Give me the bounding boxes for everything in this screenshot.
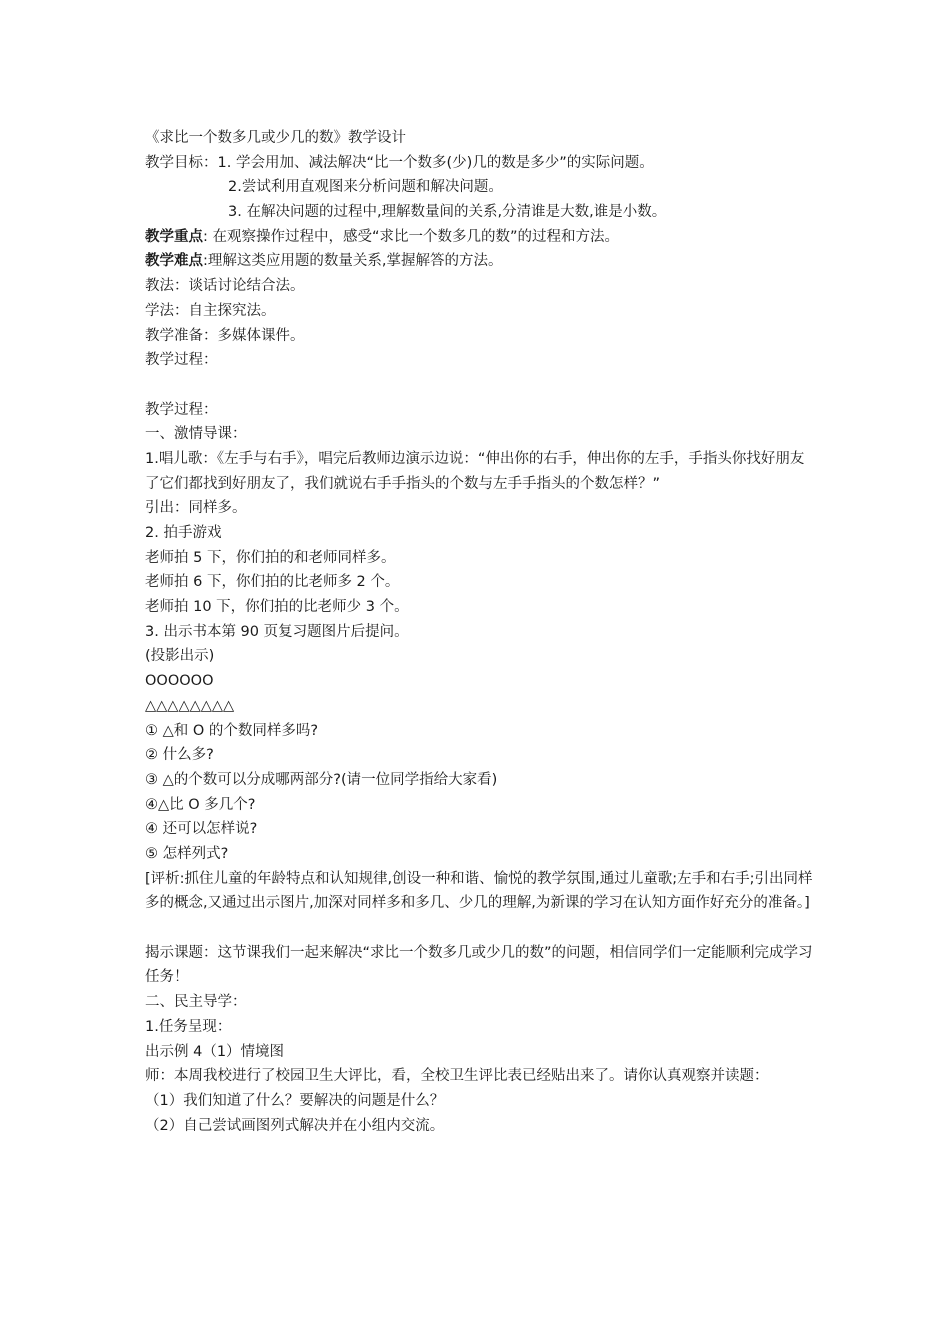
teacher-paragraph: 师：本周我校进行了校园卫生大评比，看，全校卫生评比表已经贴出来了。请你认真观察并读题： (145, 1068, 769, 1085)
section2-heading: 二、民主导学： (145, 994, 247, 1011)
document-page (145, 126, 817, 1138)
comment-paragraph: [评析:抓住儿童的年龄特点和认知规律,创设一种和谐、愉悦的教学氛围,通过儿童歌;左手和右手;引出同样多的概念,又通过出示图片,加深对同样多和多几、少几的理解,为新课的学习在认知方面作好充分的准备。] (145, 870, 813, 912)
question-1: ① △和 O 的个数同样多吗? (145, 722, 319, 739)
key-point-text: : 在观察操作过程中，感受“求比一个数多几的数”的过程和方法。 (203, 228, 620, 245)
key-point-label: 教学重点 (145, 228, 203, 245)
difficulty-label: 教学难点 (145, 253, 203, 270)
reveal-paragraph: 揭示课题：这节课我们一起来解决“求比一个数多几或少几的数”的问题，相信同学们一定能顺利完成学习任务！ (145, 944, 813, 986)
difficulty-text: :理解这类应用题的数量关系,掌握解答的方法。 (203, 253, 503, 270)
game-title: 2. 拍手游戏 (145, 525, 222, 542)
example-line: 出示例 4（1）情境图 (145, 1043, 285, 1060)
spacer (145, 916, 817, 941)
projection-note: (投影出示) (145, 648, 215, 665)
review-question: 3. 出示书本第 90 页复习题图片后提问。 (145, 623, 409, 640)
song-paragraph: 1.唱儿歌：《左手与右手》，唱完后教师边演示边说：“伸出你的右手，伸出你的左手，手指头你找好朋友了它们都找到好朋友了，我们就说右手手指头的个数与左手手指头的个数怎样？” (145, 450, 805, 492)
question-6: ⑤ 怎样列式? (145, 845, 229, 862)
document-title: 《求比一个数多几或少几的数》教学设计 (145, 130, 406, 146)
process-label: 教学过程： (145, 352, 218, 369)
triangles-row: △△△△△△△△ (145, 697, 235, 714)
game-line-3: 老师拍 10 下，你们拍的比老师少 3 个。 (145, 599, 409, 616)
objectives-line-1 (145, 151, 817, 176)
question-5: ④ 还可以怎样说? (145, 821, 258, 838)
objective-3: 3. 在解决问题的过程中,理解数量间的关系,分清谁是大数,谁是小数。 (228, 204, 667, 221)
preparation: 教学准备：多媒体课件。 (145, 327, 305, 344)
section2-item-2: （2）自己尝试画图列式解决并在小组内交流。 (145, 1117, 445, 1134)
question-4: ④△比 O 多几个? (145, 796, 256, 813)
question-2: ② 什么多? (145, 747, 214, 764)
spacer (145, 373, 817, 398)
key-point (145, 225, 817, 250)
difficulty (145, 249, 817, 274)
objectives-label: 教学目标： (145, 154, 218, 171)
objective-1: 1. 学会用加、减法解决“比一个数多(少)几的数是多少”的实际问题。 (217, 154, 654, 171)
game-line-2: 老师拍 6 下，你们拍的比老师多 2 个。 (145, 574, 400, 591)
section1-heading: 一、激情导课： (145, 426, 247, 443)
circles-row: OOOOOO (145, 673, 214, 690)
question-3: ③ △的个数可以分成哪两部分?(请一位同学指给大家看) (145, 771, 498, 788)
objective-2: 2.尝试利用直观图来分析问题和解决问题。 (228, 179, 503, 196)
process-label-repeat: 教学过程： (145, 401, 218, 418)
teaching-method: 教法：谈话讨论结合法。 (145, 278, 305, 295)
section2-item-1: （1）我们知道了什么？要解决的问题是什么？ (145, 1092, 445, 1109)
game-line-1: 老师拍 5 下，你们拍的和老师同样多。 (145, 549, 396, 566)
learning-method: 学法：自主探究法。 (145, 302, 276, 319)
task-presentation: 1.任务呈现： (145, 1018, 232, 1035)
lead-out: 引出：同样多。 (145, 500, 247, 517)
